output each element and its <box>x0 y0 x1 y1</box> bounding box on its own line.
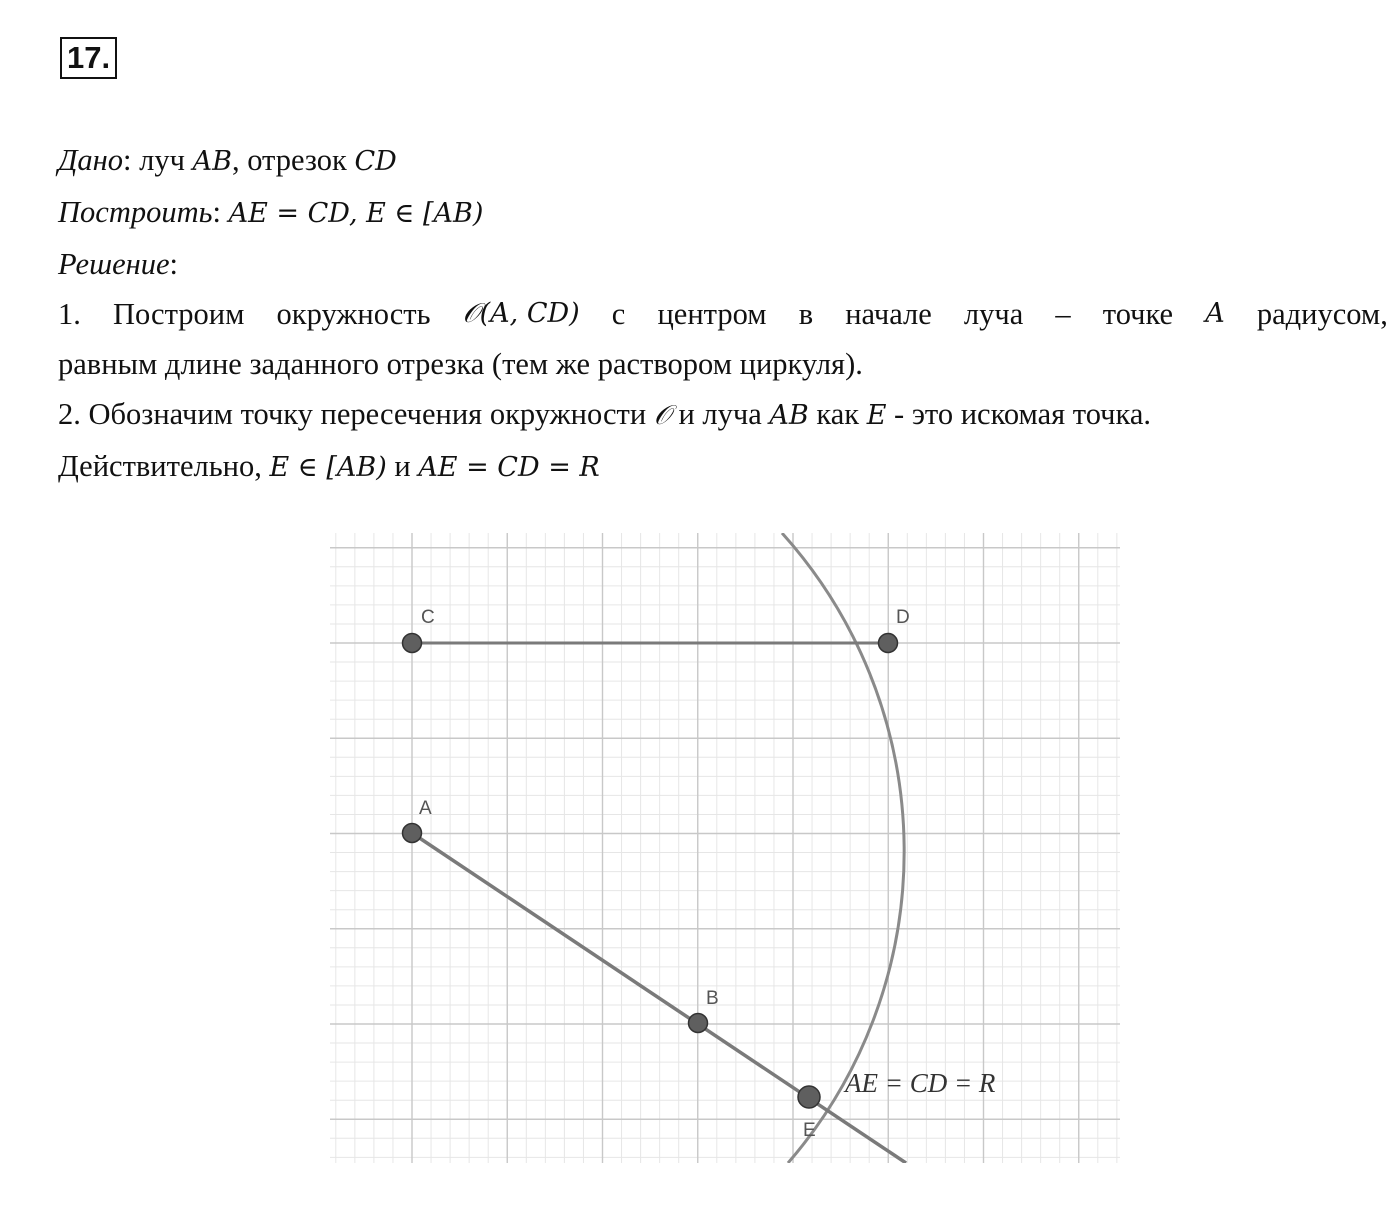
point-b[interactable] <box>689 1014 708 1033</box>
step1-word: Построим <box>113 297 245 331</box>
ray-ab <box>412 833 906 1163</box>
solution-colon: : <box>169 247 179 281</box>
construction-diagram <box>330 533 1120 1163</box>
given-line <box>58 135 1388 187</box>
construct-expr: AE = CD, E ∈ [AB) <box>228 198 484 229</box>
point-c[interactable] <box>403 634 422 653</box>
step1-point-a: A <box>1205 298 1225 329</box>
problem-number: 17. <box>60 37 117 79</box>
step1-word: луча <box>963 297 1024 331</box>
step1-word: центром <box>657 297 767 331</box>
proof-part: Действительно, <box>58 449 270 483</box>
point-d[interactable] <box>879 634 898 653</box>
point-e[interactable] <box>798 1086 820 1108</box>
construct-label: Построить <box>58 195 213 229</box>
given-rest: : луч <box>123 143 193 177</box>
label-b: B <box>706 988 719 1009</box>
step1-word: начале <box>845 297 932 331</box>
solution-label: Решение <box>58 247 170 281</box>
given-label: Дано <box>58 143 124 177</box>
problem-text <box>58 135 1388 493</box>
step1-line <box>58 289 1388 339</box>
given-segment: CD <box>354 146 397 177</box>
step1-word: радиусом, <box>1256 297 1388 331</box>
point-a[interactable] <box>403 824 422 843</box>
given-ray: AB <box>192 146 232 177</box>
step1-word: в <box>798 297 814 331</box>
equality-annotation: AE = CD = R <box>845 1068 996 1098</box>
step2-part: 2. Обозначим точку пересечения окружности <box>58 397 654 431</box>
construct-line <box>58 187 1388 239</box>
step2-circle: 𝒪 <box>653 400 671 431</box>
step1-word: – <box>1055 297 1071 331</box>
label-d: D <box>896 607 910 628</box>
solution-line <box>58 239 1388 289</box>
construction-figure <box>330 533 1120 1168</box>
step2-ray: AB <box>769 400 809 431</box>
minor-grid <box>330 533 1120 1163</box>
label-e: E <box>803 1120 816 1141</box>
proof-part: и <box>386 449 419 483</box>
step1-word: с <box>611 297 626 331</box>
step2-point: E <box>866 400 887 431</box>
step1-continuation: равным длине заданного отрезка (тем же раствором циркуля). <box>58 347 863 381</box>
proof-expr-equality: AE = CD = R <box>418 452 600 483</box>
step2-part: как <box>808 397 867 431</box>
step2-part: и луча <box>670 397 770 431</box>
label-a: A <box>419 798 432 819</box>
step2-part: - это искомая точка. <box>886 397 1152 431</box>
step1-word: окружность <box>276 297 431 331</box>
step1-circle-expr: 𝒪(A, CD) <box>462 298 580 329</box>
major-grid <box>330 533 1120 1163</box>
proof-line <box>58 441 1388 493</box>
step1-word: 1. <box>58 297 81 331</box>
proof-expr-membership: E ∈ [AB) <box>269 452 387 483</box>
label-c: C <box>421 607 435 628</box>
construct-colon: : <box>212 195 229 229</box>
step1-word: точке <box>1102 297 1174 331</box>
given-sep: , отрезок <box>231 143 355 177</box>
step2-line <box>58 389 1388 441</box>
